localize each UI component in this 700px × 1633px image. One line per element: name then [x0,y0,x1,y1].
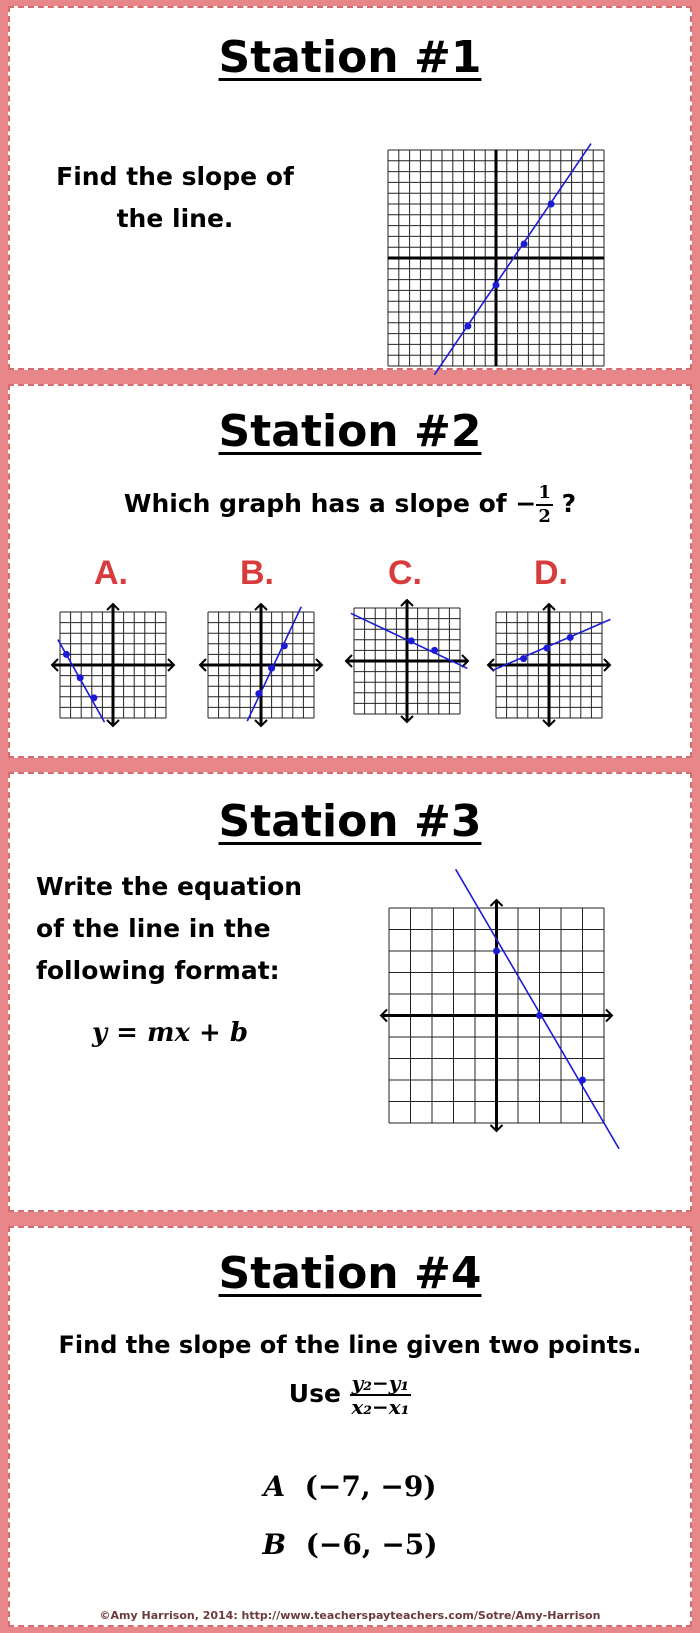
station-1-title: Station #1 [218,32,482,83]
point-a: A (−7, −9) [263,1470,437,1503]
plotted-point [268,665,275,672]
plotted-point [521,240,528,247]
plotted-point [408,637,415,644]
plotted-point [493,948,500,955]
equation-format: y = mx + b [92,1018,249,1048]
station-2-title: Station #2 [218,406,482,457]
station-4-card [8,1226,692,1627]
station-3-title: Station #3 [218,796,482,847]
option-c-label: C. [388,554,422,592]
option-c-graph [342,596,472,726]
plotted-point [567,634,574,641]
plotted-point [281,642,288,649]
copyright-footer: ©Amy Harrison, 2014: http://www.teacherspayteachers.com/Sotre/Amy-Harrison [99,1609,601,1622]
plotted-point [464,323,471,330]
plotted-point [63,651,70,658]
station-2-card [8,384,692,758]
plotted-point [431,647,438,654]
station-1-prompt: Find the slope of the line. [56,162,294,233]
plotted-point [493,282,500,289]
point-b: B (−6, −5) [262,1528,438,1561]
station-2-question: Which graph has a slope of − $\frac{1}{2}$ ? [123,482,577,527]
plotted-line [493,619,611,670]
station-3-prompt: Write the equation of the line in the following format: [36,872,303,985]
plotted-line [456,869,619,1149]
plotted-point [543,645,550,652]
plotted-point [77,674,84,681]
option-b-label: B. [240,554,274,592]
station-3-graph [364,884,624,1142]
plotted-point [536,1012,543,1019]
option-d-label: D. [534,554,568,592]
plotted-point [520,655,527,662]
option-a-label: A. [94,554,128,592]
plotted-point [90,694,97,701]
station-1-card [8,6,692,370]
plotted-point [548,201,555,208]
option-d-graph [484,600,614,730]
plotted-point [255,690,262,697]
station-4-title: Station #4 [218,1248,482,1299]
slope-formula-fraction: $\frac{\text{y₂−y₁}}{\text{x₂−x₁}}$ [351,1371,410,1419]
plotted-point [579,1077,586,1084]
option-b-graph [196,600,326,730]
slope-formula: Use $\frac{\text{y₂−y₁}}{\text{x₂−x₁}}$ [288,1371,410,1419]
option-a-graph [48,600,178,730]
station-4-prompt: Find the slope of the line given two points. [58,1331,642,1359]
station-1-graph [378,140,598,362]
slope-fraction: $\frac{1}{2}$ [538,482,551,527]
station-3-card [8,772,692,1212]
